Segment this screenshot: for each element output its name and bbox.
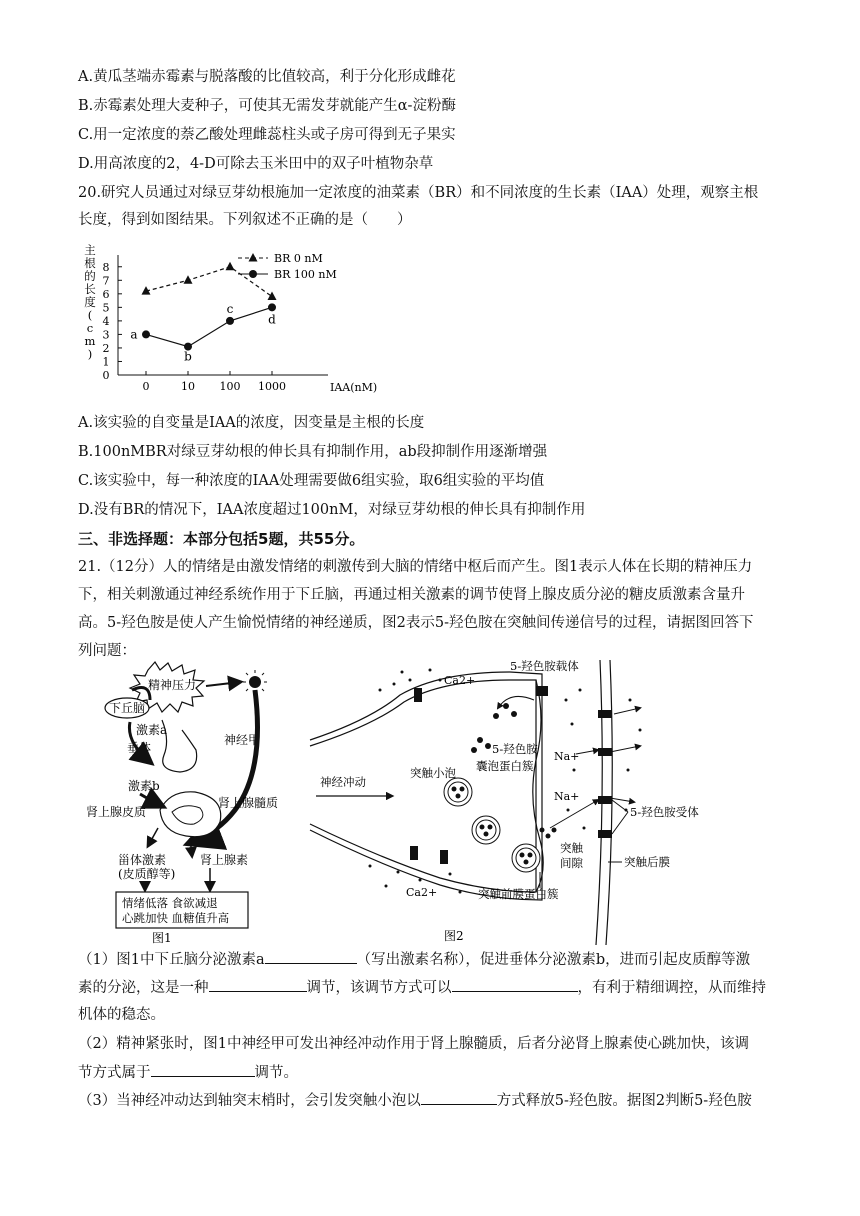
q19-option-a: A.黄瓜茎端赤霉素与脱落酸的比值较高，利于分化形成雌花: [78, 69, 456, 85]
fig1-hormone-a: 激素a: [136, 723, 168, 737]
y-tick-label: 3: [102, 328, 110, 342]
y-tick-label: 5: [102, 301, 110, 315]
q21-stem-line1: 21.（12分）人的情绪是由激发情绪的刺激传到大脑的情绪中枢后而产生。图1表示人体在长期的精神压力: [78, 559, 753, 575]
y-axis-label-char: 度: [84, 295, 96, 309]
data-point-circle: [226, 317, 234, 325]
x-tick-label: 0: [142, 380, 150, 393]
answer-blank-4[interactable]: [151, 1062, 255, 1077]
data-point-triangle: [268, 292, 277, 301]
fig1-steroid-line2: (皮质醇等): [118, 867, 176, 881]
q21-sub2-text-b: 节方式属于: [78, 1065, 151, 1081]
y-tick-label: 0: [102, 369, 110, 382]
y-tick-label: 8: [102, 260, 110, 274]
q21-sub1-line1: [78, 949, 750, 970]
y-tick-label: 4: [102, 314, 110, 328]
fig2-impulse: 神经冲动: [320, 775, 366, 789]
fig1-hormone-b: 激素b: [128, 779, 160, 793]
fig2-serotonin: 5-羟色胺: [492, 742, 538, 756]
q21-sub1-text-d: 调节，该调节方式可以: [306, 980, 452, 996]
x-axis-label: IAA(nM): [330, 381, 378, 394]
transporter-icon: [536, 686, 548, 696]
series-line-2: [146, 307, 272, 346]
q20-option-c: C.该实验中，每一种浓度的IAA处理需要做6组实验，取6组实验的平均值: [78, 473, 545, 489]
y-axis-label-char: 长: [84, 282, 96, 296]
legend-label: BR 100 nM: [274, 268, 337, 281]
figure-1: [86, 660, 290, 945]
fig1-box-line2: 心跳加快 血糖值升高: [122, 911, 230, 925]
figure-2: [310, 660, 760, 945]
y-axis-label-char: 根: [84, 256, 96, 270]
q20-stem-line1: 20.研究人员通过对绿豆芽幼根施加一定浓度的油菜素（BR）和不同浓度的生长素（IAA）处理，观察主根: [78, 185, 759, 201]
y-tick-label: 2: [102, 341, 110, 355]
fig1-adrenal-cortex: 肾上腺皮质: [86, 805, 147, 819]
receptor-icon-1: [598, 710, 612, 718]
nerve-origin-icon: [249, 676, 261, 688]
y-tick-label: 7: [102, 274, 110, 288]
fig2-na2: Na+: [554, 790, 580, 803]
q21-stem-line3: 高。5-羟色胺是使人产生愉悦情绪的神经递质，图2表示5-羟色胺在突触间传递信号的过程，请据图回答下: [78, 615, 754, 631]
answer-blank-1[interactable]: [265, 949, 357, 964]
ca-channel-bottom-icon: [410, 846, 418, 860]
y-axis-label-char: (: [87, 308, 93, 322]
x-tick-label: 100: [219, 380, 241, 393]
data-point-triangle: [184, 275, 193, 284]
q21-sub3-text-a: （3）当神经冲动达到轴突末梢时，会引发突触小泡以: [78, 1093, 421, 1109]
q21-sub1-text-a: （1）图1中下丘脑分泌激素a: [78, 952, 265, 968]
q20-stem-line2: 长度，得到如图结果。下列叙述不正确的是（ ）: [78, 212, 412, 228]
fig2-vesicle: 突触小泡: [410, 766, 456, 780]
q21-sub1-line2: [78, 977, 766, 998]
q21-sub2-text-c: 调节。: [254, 1065, 298, 1081]
q21-stem-line2: 下，相关刺激通过神经系统作用于下丘脑，再通过相关激素的调节使肾上腺皮质分泌的糖皮质激素含量升: [78, 587, 745, 603]
q21-sub2-line1: （2）精神紧张时，图1中神经甲可发出神经冲动作用于肾上腺髓质，后者分泌肾上腺素使心跳加快，该调: [78, 1036, 749, 1052]
fig1-stress-label: 精神压力: [147, 678, 197, 692]
fig1-adrenaline: 肾上腺素: [200, 853, 249, 867]
q21-sub1-text-e: ，有利于精细调控，从而维持: [577, 980, 766, 996]
q20-option-d: D.没有BR的情况下，IAA浓度超过100nM，对绿豆芽幼根的伸长具有抑制作用: [78, 502, 586, 518]
q21-sub2-line2: [78, 1062, 298, 1083]
data-point-circle: [268, 303, 276, 311]
y-axis-label-char: 主: [84, 243, 96, 257]
y-axis-label-char: c: [86, 321, 94, 335]
point-label: b: [184, 349, 192, 364]
fig1-caption: 图1: [152, 931, 172, 945]
fig1-hypothalamus: 下丘脑: [108, 701, 146, 715]
fig1-pituitary: 垂体: [127, 741, 152, 755]
answer-blank-2[interactable]: [209, 977, 307, 992]
q19-option-c: C.用一定浓度的萘乙酸处理雌蕊柱头或子房可得到无子果实: [78, 127, 456, 143]
fig2-postsynaptic: 突触后膜: [624, 855, 670, 869]
y-tick-label: 6: [102, 287, 110, 301]
fig2-ca-top: Ca2+: [444, 674, 476, 687]
q21-stem-line4: 列问题：: [78, 643, 136, 659]
x-tick-label: 10: [181, 380, 195, 393]
q20-option-b: B.100nMBR对绿豆芽幼根的伸长具有抑制作用，ab段抑制作用逐渐增强: [78, 444, 548, 460]
fig2-na1: Na+: [554, 750, 580, 763]
fig1-box-line1: 情绪低落 食欲减退: [122, 896, 218, 910]
fig2-vesicle-membrane: 囊泡蛋白簇: [476, 759, 534, 773]
q21-sub1-text-f: 机体的稳态。: [78, 1007, 165, 1023]
y-tick-label: 1: [102, 355, 110, 369]
legend-label: BR 0 nM: [274, 252, 323, 265]
q20-option-a: A.该实验的自变量是IAA的浓度，因变量是主根的长度: [78, 415, 425, 431]
fig2-transporter: 5-羟色胺载体: [510, 659, 579, 673]
legend-marker: [249, 253, 258, 262]
x-tick-label: 1000: [258, 380, 286, 393]
point-label: a: [130, 327, 138, 342]
answer-blank-3[interactable]: [452, 977, 578, 992]
fig2-presynaptic-protein: 突触前膜蛋白簇: [478, 887, 559, 901]
legend-marker: [249, 270, 257, 278]
fig2-caption: 图2: [444, 929, 464, 943]
ca-channel-top-icon: [414, 688, 422, 702]
fig2-cleft-line1: 突触: [560, 841, 583, 855]
section-title: 三、非选择题：本部分包括5题，共55分。: [78, 530, 365, 548]
q21-sub3-line1: [78, 1090, 752, 1111]
point-label: d: [268, 312, 276, 327]
answer-blank-5[interactable]: [421, 1090, 497, 1105]
fig1-nerve: 神经甲: [224, 733, 261, 747]
q21-sub3-text-b: 方式释放5-羟色胺。据图2判断5-羟色胺: [496, 1093, 752, 1109]
q21-sub1-text-c: 素的分泌，这是一种: [78, 980, 209, 996]
root-length-chart: [78, 240, 378, 400]
fig2-receptor: 5-羟色胺受体: [630, 805, 699, 819]
y-axis-label-char: ): [87, 347, 93, 361]
fig2-ca-bottom: Ca2+: [406, 886, 438, 899]
fig1-adrenal-medulla: 肾上腺髓质: [218, 796, 279, 810]
y-axis-label-char: m: [84, 334, 96, 348]
q19-option-d: D.用高浓度的2，4-D可除去玉米田中的双子叶植物杂草: [78, 156, 434, 172]
q21-sub1-text-b: （写出激素名称），促进垂体分泌激素b，进而引起皮质醇等激: [356, 952, 751, 968]
fig1-steroid-line1: 甾体激素: [118, 853, 167, 867]
q19-option-b: B.赤霉素处理大麦种子，可使其无需发芽就能产生α-淀粉酶: [78, 98, 456, 114]
point-label: c: [226, 301, 234, 316]
vesicle-icons: [444, 778, 540, 872]
y-axis-label-char: 的: [84, 269, 96, 283]
data-point-circle: [142, 330, 150, 338]
fig2-cleft-line2: 间隙: [560, 856, 583, 870]
data-point-triangle: [226, 262, 235, 271]
